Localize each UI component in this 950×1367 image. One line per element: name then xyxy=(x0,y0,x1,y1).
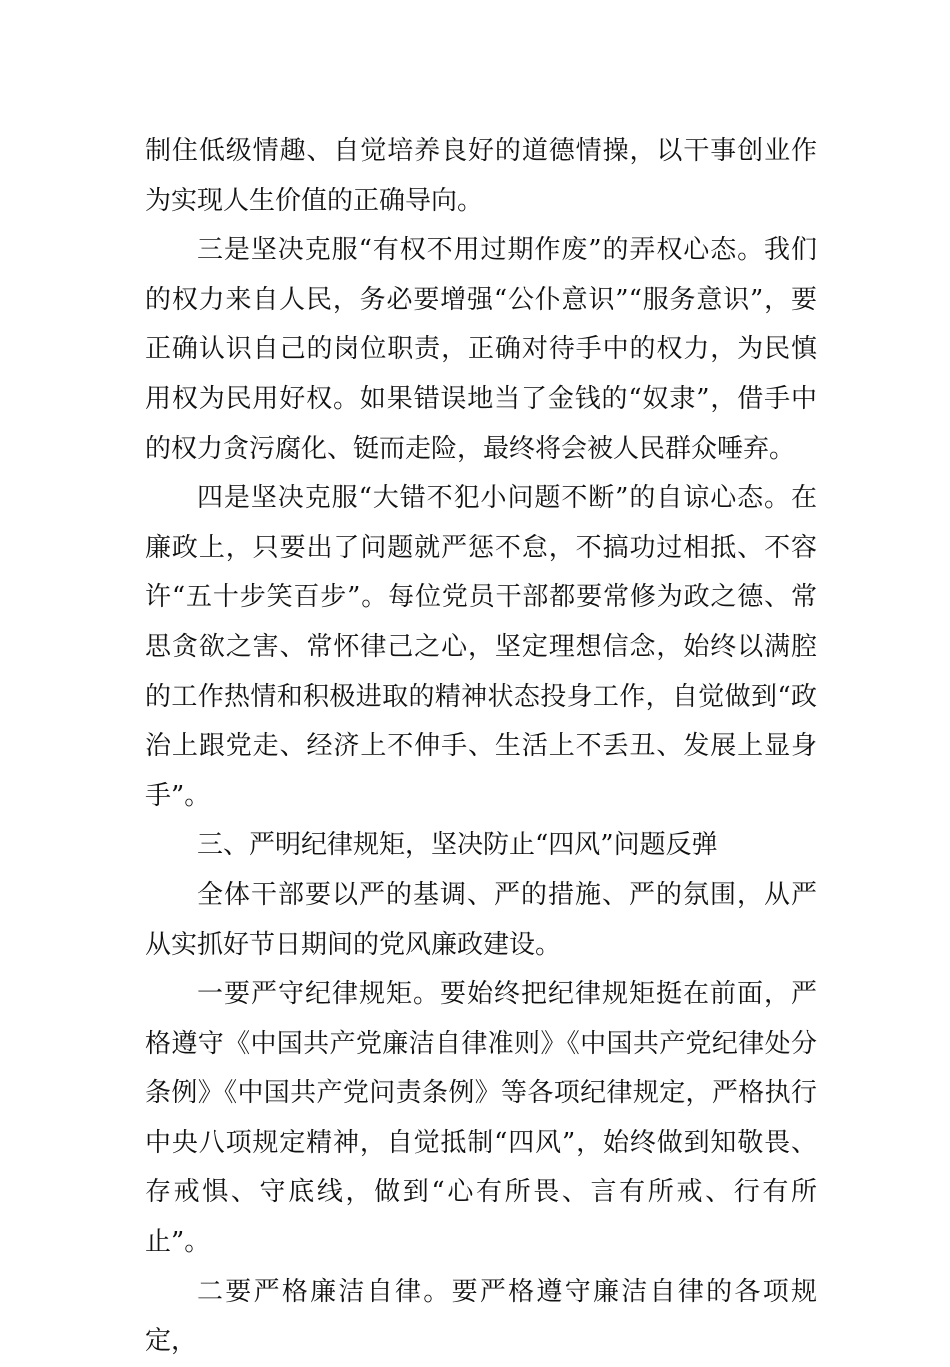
section-heading: 三、严明纪律规矩，坚决防止“四风”问题反弹 xyxy=(197,830,718,861)
paragraph-6: 二要严格廉洁自律。要严格遵守廉洁自律的各项规定， xyxy=(145,1276,817,1357)
paragraph-4: 全体干部要以严的基调、严的措施、严的氛围，从严从实抓好节日期间的党风廉政建设。 xyxy=(145,879,817,960)
document-body xyxy=(145,127,817,1367)
paragraph-3: 四是坚决克服“大错不犯小问题不断”的自谅心态。在廉政上，只要出了问题就严惩不怠，不搞功过相抵、不容许“五十步笑百步”。每位党员干部都要常修为政之德、常思贪欲之害、常怀律己之心，坚定理想信念，始终以满腔的工作热情和积极进取的精神状态投身工作，自觉做到“政治上跟党走、经济上不伸手、生活上不丢丑、发展上显身手”。 xyxy=(145,483,817,811)
paragraph-5: 一要严守纪律规矩。要始终把纪律规矩挺在前面，严格遵守《中国共产党廉洁自律准则》《中国共产党纪律处分条例》《中国共产党问责条例》等各项纪律规定，严格执行中央八项规定精神，自觉抵制“四风”，始终做到知敬畏、存戒惧、守底线，做到“心有所畏、言有所戒、行有所止”。 xyxy=(145,979,817,1258)
paragraph-2: 三是坚决克服“有权不用过期作废”的弄权心态。我们的权力来自人民，务必要增强“公仆意识”“服务意识”，要正确认识自己的岗位职责，正确对待手中的权力，为民慎用权为民用好权。如果错误地当了金钱的“奴隶”，借手中的权力贪污腐化、铤而走险，最终将会被人民群众唾弃。 xyxy=(145,235,817,464)
paragraph-1: 制住低级情趣、自觉培养良好的道德情操，以干事创业作为实现人生价值的正确导向。 xyxy=(145,136,817,216)
